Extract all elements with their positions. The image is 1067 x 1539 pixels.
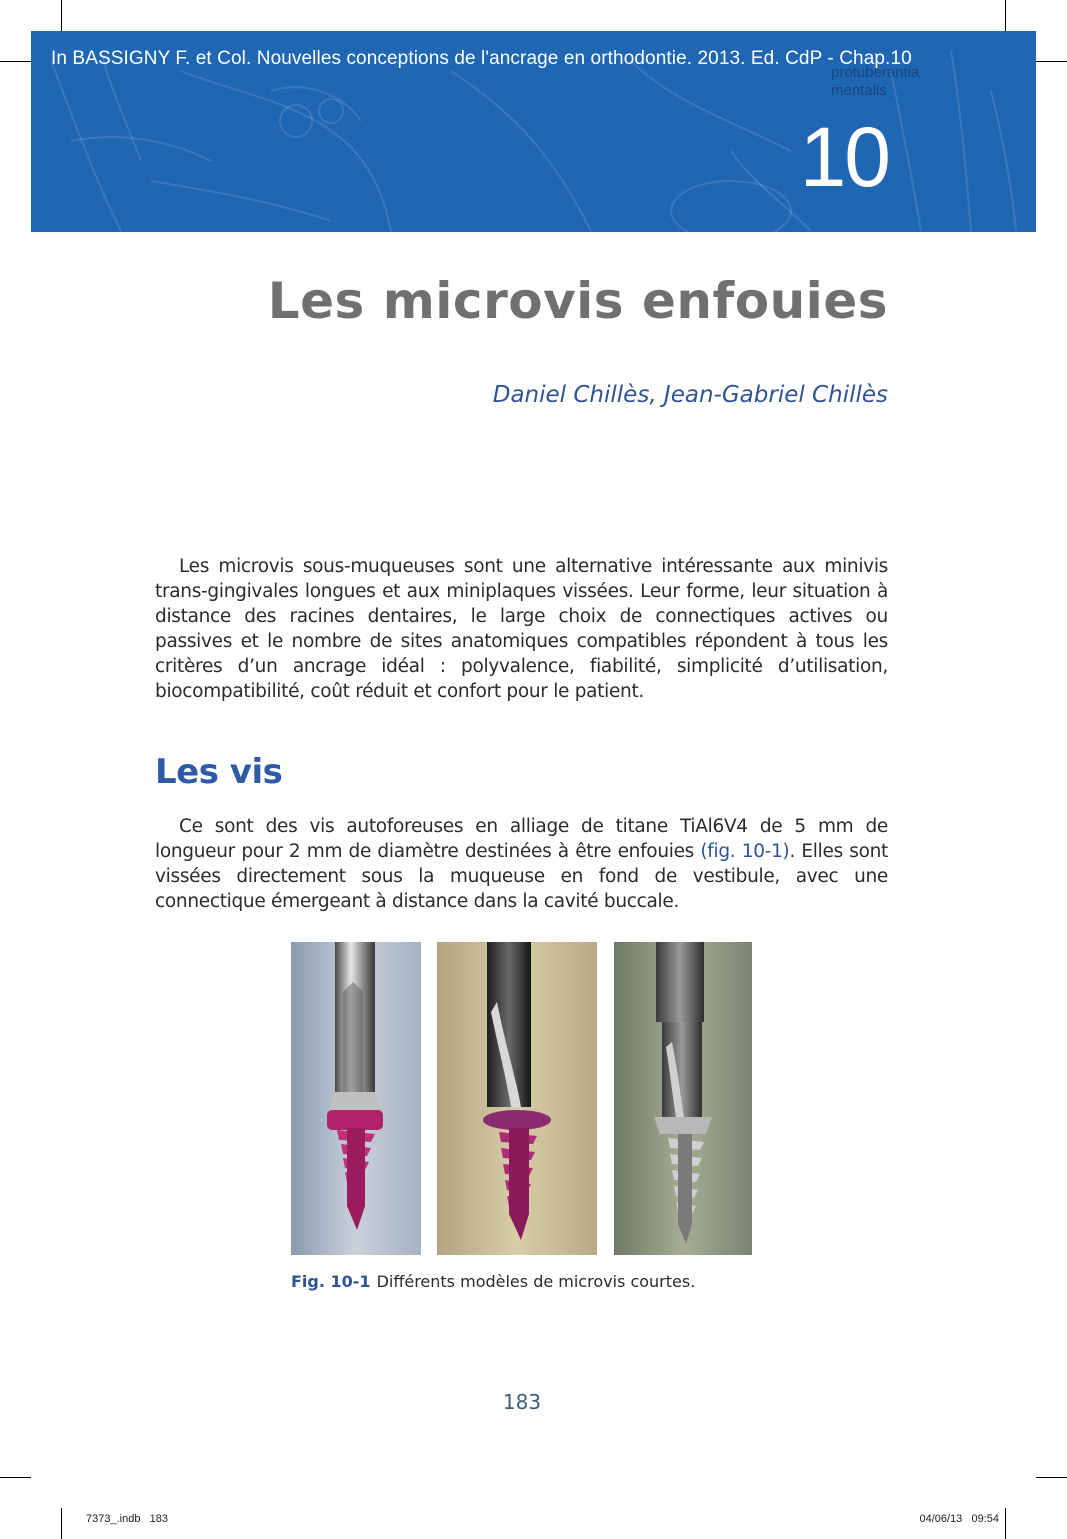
intro-paragraph: Les microvis sous-muqueuses sont une alternative intéressante aux minivis trans-gingivales longues et aux miniplaques vissées. Leur forme, leur situation à distance des racines dentaires, le large choix de connectiques actives ou passives et le nombre de sites anatomiques compatibles répondent à tous les critères d’un ancrage idéal : polyvalence, fiabilité, simplicité d’utilisation, biocompatibilité, coût réduit et confort pour le patient. (155, 556, 888, 702)
crop-mark (1005, 0, 1006, 31)
figure-reference-link[interactable]: (fig. 10-1) (700, 841, 790, 862)
figure-photo-2 (437, 942, 597, 1255)
footer-file-slug: 7373_.indb 183 (86, 1513, 168, 1525)
crop-mark (1005, 1508, 1006, 1539)
figure-label: Fig. 10-1 (291, 1272, 371, 1291)
section-heading: Les vis (155, 752, 283, 792)
chapter-number: 10 (799, 110, 889, 204)
caption-text: Différents modèles de microvis courtes. (376, 1272, 696, 1291)
footer-date-slug: 04/06/13 09:54 (919, 1513, 999, 1525)
illustration-label: protuberantia (831, 64, 920, 81)
crop-mark (1036, 1477, 1067, 1478)
paragraph-text: Ce sont des vis autoforeuses en alliage de titane TiAl6V4 de 5 mm de longueur pour 2 mm de diamètre destinées à être enfouies (155, 816, 888, 862)
section-paragraph (155, 814, 888, 914)
figure-photo-3 (614, 942, 752, 1255)
citation-line: In BASSIGNY F. et Col. Nouvelles conceptions de l'ancrage en orthodontie. 2013. Ed. CdP - Chap.10 (51, 48, 912, 69)
illustration-label: mentalis (831, 82, 887, 99)
crop-mark (1036, 61, 1067, 62)
crop-mark (61, 0, 62, 31)
paragraph-text: . Elles sont vissées directement sous la muqueuse en fond de vestibule, avec une connectique émergeant à distance dans la cavité buccale. (155, 841, 889, 912)
crop-mark (0, 61, 31, 62)
chapter-title: Les microvis enfouies (267, 272, 888, 330)
chapter-authors: Daniel Chillès, Jean-Gabriel Chillès (492, 382, 888, 408)
crop-mark (61, 1508, 62, 1539)
figure-photo-1 (291, 942, 421, 1255)
figure-caption (291, 1272, 695, 1291)
crop-mark (0, 1477, 31, 1478)
chapter-banner (31, 31, 1036, 232)
page-number: 183 (502, 1390, 542, 1414)
